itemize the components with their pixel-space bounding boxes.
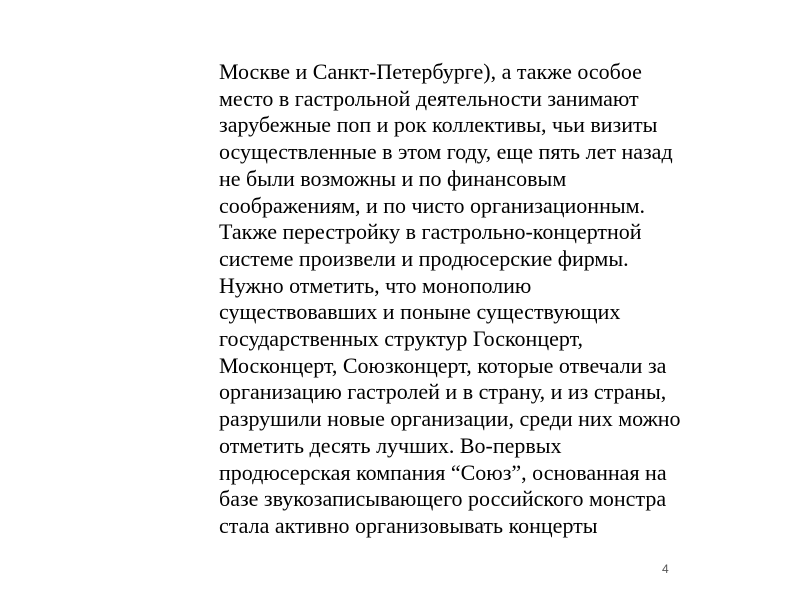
text-line: место в гастрольной деятельности занимают — [219, 85, 639, 111]
text-line: стала активно организовывать концерты — [219, 512, 598, 538]
text-line: соображениям, и по чисто организационным. — [219, 192, 646, 218]
text-line: существовавших и поныне существующих — [219, 299, 621, 325]
body-text — [219, 59, 689, 540]
text-line: Нужно отметить, что монополию — [219, 272, 532, 298]
page-number: 4 — [662, 562, 669, 576]
text-line: государственных структур Госконцерт, — [219, 326, 584, 352]
text-line: отметить десять лучших. Во-первых — [219, 432, 562, 458]
text-line: базе звукозаписывающего российского монстра — [219, 486, 667, 512]
text-line: Москонцерт, Союзконцерт, которые отвечали за — [219, 352, 667, 378]
text-line: системе произвели и продюсерские фирмы. — [219, 245, 629, 271]
text-line: разрушили новые организации, среди них можно — [219, 406, 681, 432]
text-line: Москве и Санкт-Петербурге), а также особое — [219, 59, 642, 84]
text-line: не были возможны и по финансовым — [219, 165, 567, 191]
text-line: продюсерская компания “Союз”, основанная на — [219, 459, 667, 485]
text-line: Также перестройку в гастрольно-концертной — [219, 219, 642, 245]
text-line: зарубежные поп и рок коллективы, чьи визиты — [219, 112, 658, 138]
text-line: осуществленные в этом году, еще пять лет назад — [219, 139, 673, 165]
text-line: организацию гастролей и в страну, и из страны, — [219, 379, 667, 405]
